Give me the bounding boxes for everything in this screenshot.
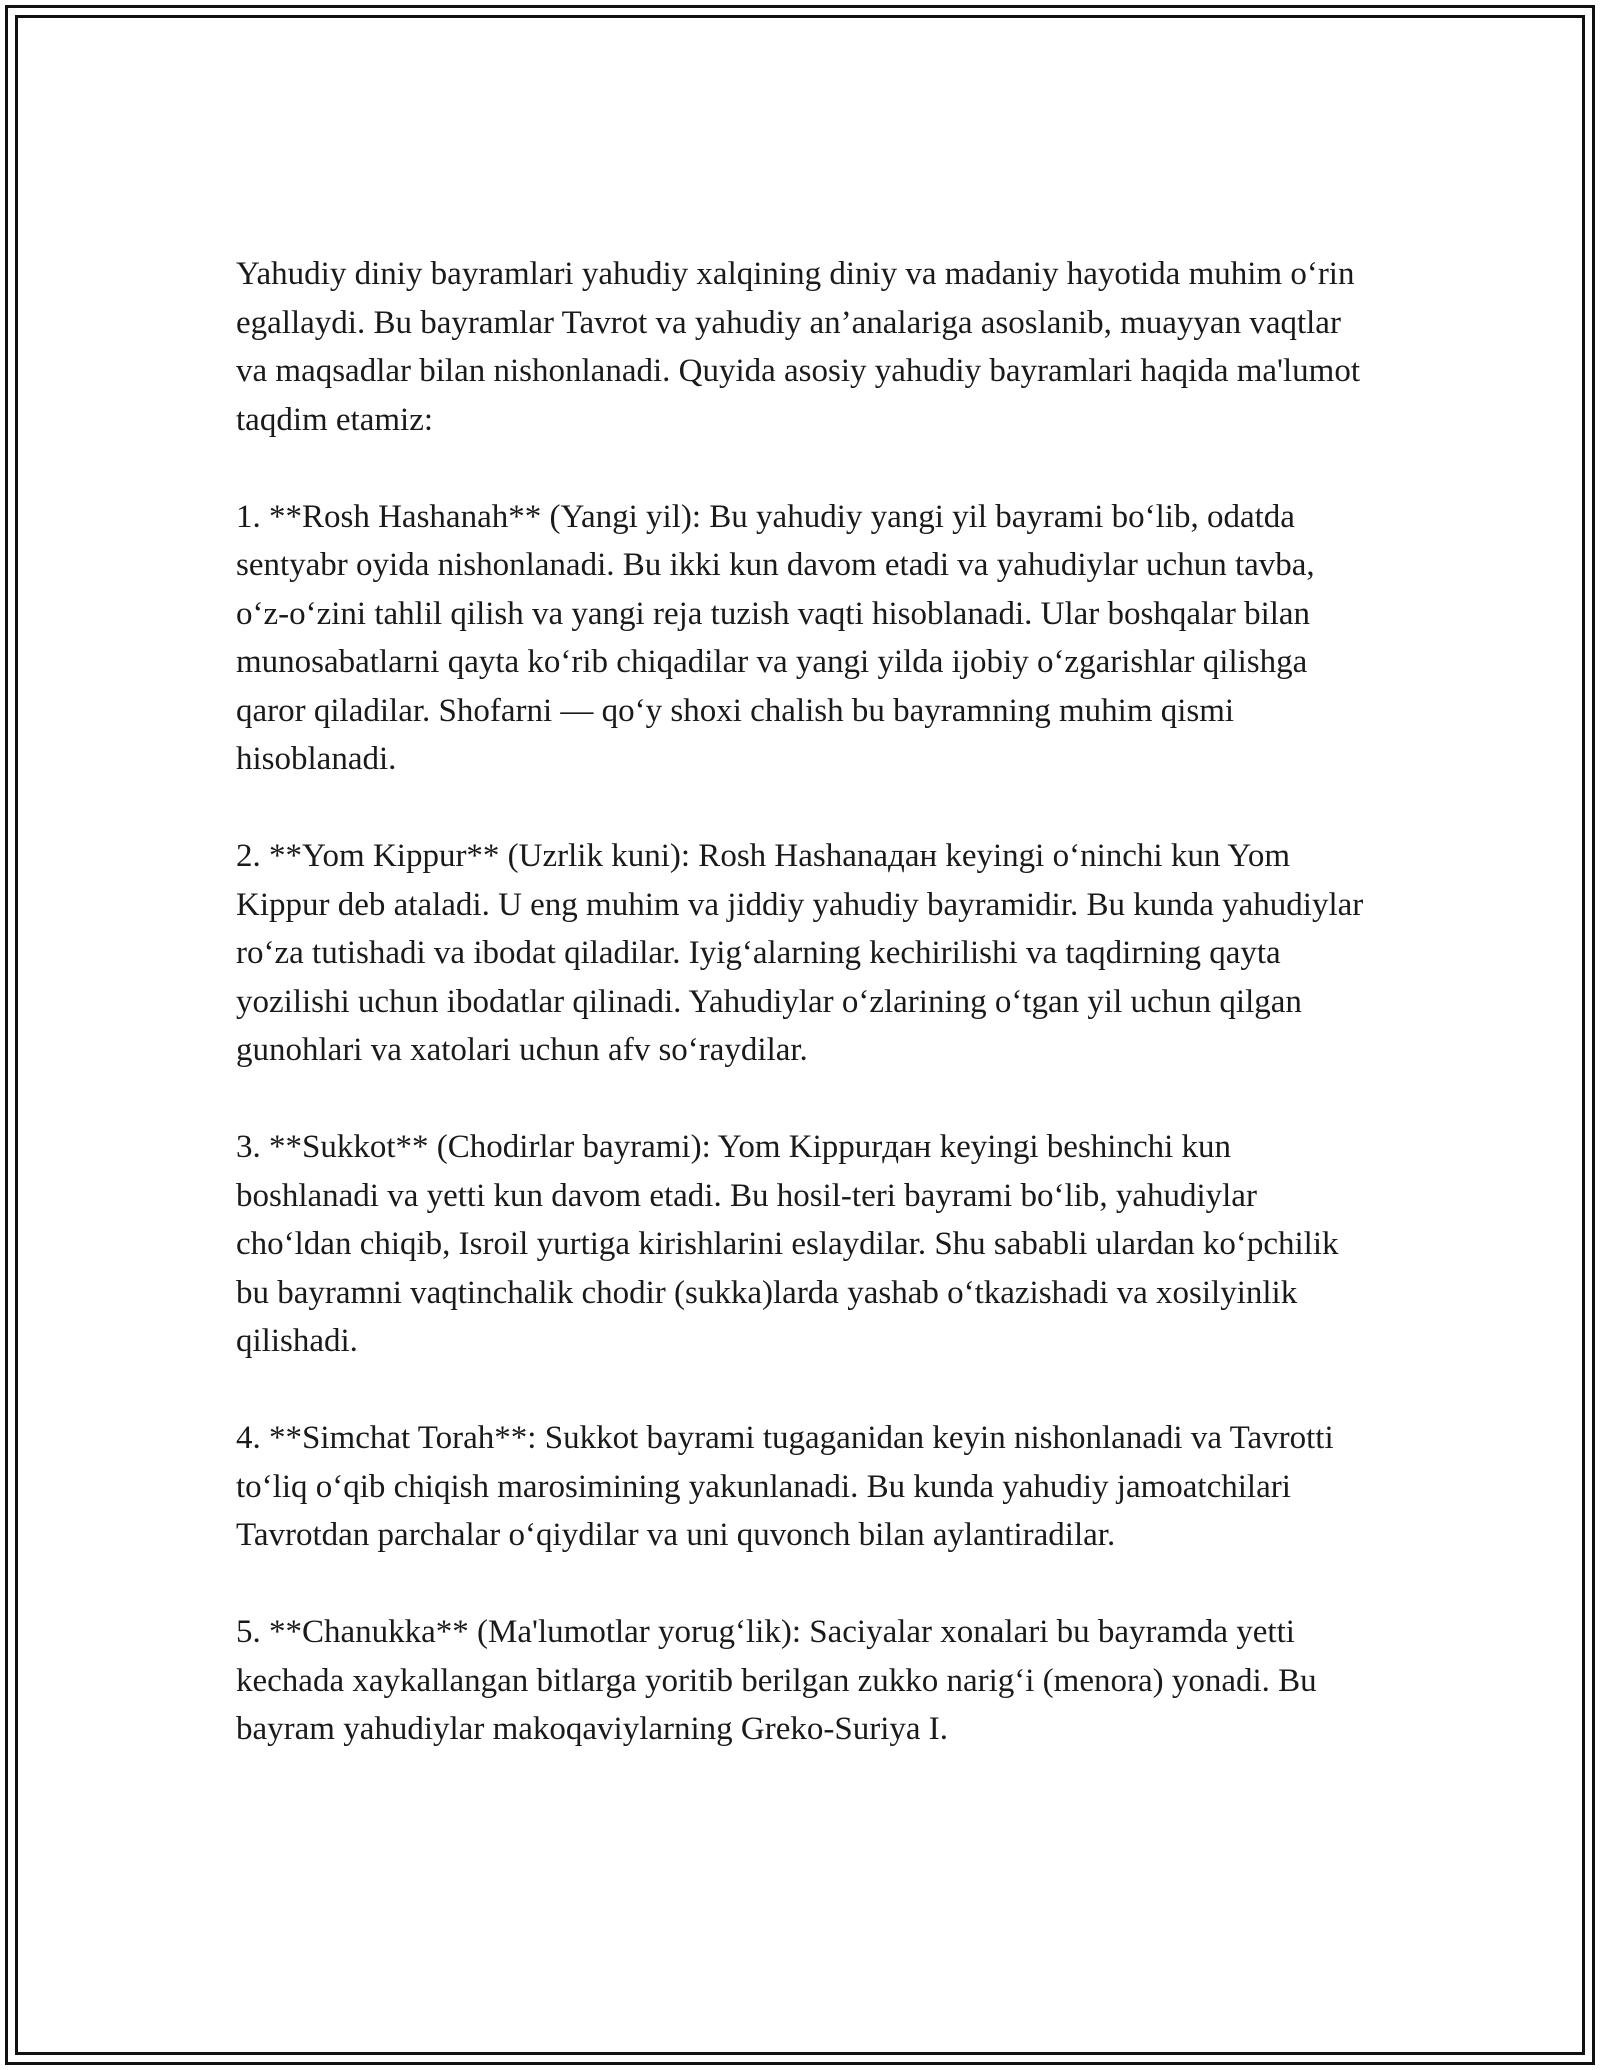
chanukka-paragraph: 5. **Chanukka** (Ma'lumotlar yorug‘lik): Saciyalar xonalari bu bayramda yetti kechada xaykallangan bitlarga yoritib berilgan zukko narig‘i (menora) yonadi. Bu bayram yahudiylar makoqaviylarning Greko-Suriya I. — [236, 1614, 1317, 1747]
sukkot-paragraph: 3. **Sukkot** (Chodirlar bayrami): Yom Kippurдан keyingi beshinchi kun boshlanadi va yetti kun davom etadi. Bu hosil-teri bayrami bo‘lib, yahudiylar cho‘ldan chiqib, Isroil yurtiga kirishlarini eslaydilar. Shu sababli ulardan ko‘pchilik bu bayramni vaqtinchalik chodir (sukka)larda yashab o‘tkazishadi va xosilyinlik qilishadi. — [236, 1129, 1339, 1359]
intro-paragraph: Yahudiy diniy bayramlari yahudiy xalqining diniy va madaniy hayotida muhim o‘rin egallaydi. Bu bayramlar Tavrot va yahudiy an’analariga asoslanib, muayyan vaqtlar va maqsadlar bilan nishonlanadi. Quyida asosiy yahudiy bayramlari haqida ma'lumot taqdim etamiz: — [236, 256, 1360, 438]
yom-kippur-paragraph: 2. **Yom Kippur** (Uzrlik kuni): Rosh Hashanaдан keyingi o‘ninchi kun Yom Kippur deb ataladi. U eng muhim va jiddiy yahudiy bayramidir. Bu kunda yahudiylar ro‘za tutishadi va ibodat qiladilar. Iyig‘alarning kechirilishi va taqdirning qayta yozilishi uchun ibodatlar qilinadi. Yahudiylar o‘zlarining o‘tgan yil uchun qilgan gunohlari va xatolari uchun afv so‘raydilar. — [236, 838, 1364, 1068]
simchat-torah-paragraph: 4. **Simchat Torah**: Sukkot bayrami tugaganidan keyin nishonlanadi va Tavrotti to‘liq o‘qib chiqish marosimining yakunlanadi. Bu kunda yahudiy jamoatchilari Tavrotdan parchalar o‘qiydilar va uni quvonch bilan aylantiradilar. — [236, 1420, 1334, 1553]
document-body — [236, 250, 1376, 1754]
rosh-hashanah-paragraph: 1. **Rosh Hashanah** (Yangi yil): Bu yahudiy yangi yil bayrami bo‘lib, odatda sentyabr oyida nishonlanadi. Bu ikki kun davom etadi va yahudiylar uchun tavba, o‘z-o‘zini tahlil qilish va yangi reja tuzish vaqti hisoblanadi. Ular boshqalar bilan munosabatlarni qayta ko‘rib chiqadilar va yangi yilda ijobiy o‘zgarishlar qilishga qaror qiladilar. Shofarni — qo‘y shoxi chalish bu bayramning muhim qismi hisoblanadi. — [236, 498, 1315, 777]
